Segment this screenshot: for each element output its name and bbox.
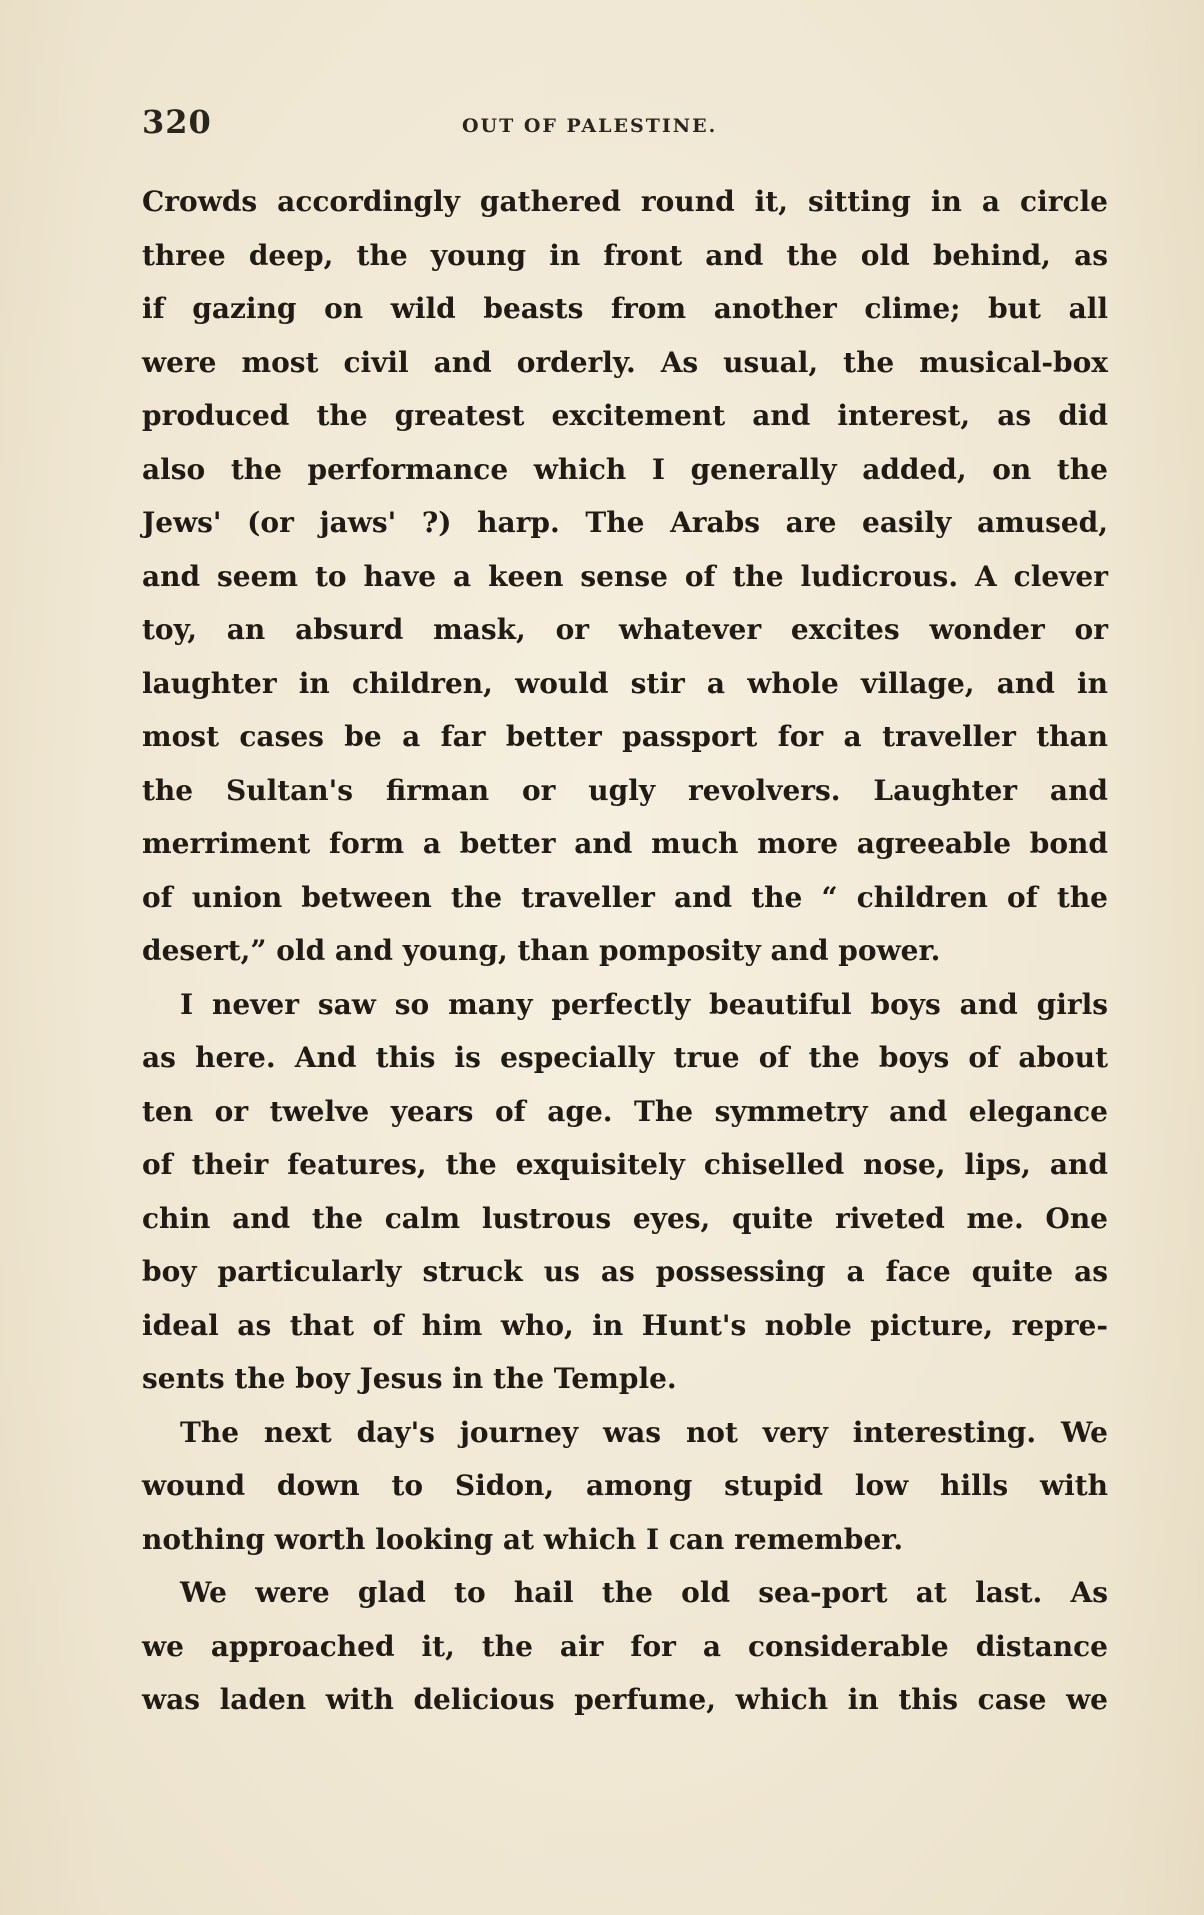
text-line: boy particularly struck us as possessing a face quite as (142, 1255, 1108, 1288)
text-line: most cases be a far better passport for a traveller than (142, 720, 1108, 753)
text-line: desert,” old and young, than pomposity and power. (142, 934, 941, 967)
text-line: the Sultan's firman or ugly revolvers. Laughter and (142, 773, 1108, 807)
text-line: Jews' (or jaws' ?) harp. The Arabs are easily amused, (142, 506, 1108, 539)
text-line: and seem to have a keen sense of the ludicrous. A clever (142, 559, 1108, 593)
text-line: ten or twelve years of age. The symmetry and elegance (142, 1094, 1108, 1128)
text-line: also the performance which I generally added, on the (142, 452, 1108, 486)
text-line: merriment form a better and much more agreeable bond (142, 827, 1108, 860)
text-line: Crowds accordingly gathered round it, sitting in a circle (142, 185, 1108, 218)
body-text (142, 175, 1108, 1727)
text-line: if gazing on wild beasts from another clime; but all (142, 292, 1108, 325)
text-line: chin and the calm lustrous eyes, quite riveted me. One (142, 1201, 1108, 1235)
text-line: were most civil and orderly. As usual, the musical-box (142, 345, 1108, 379)
text-line: of union between the traveller and the “ children of the (142, 880, 1108, 914)
page-number: 320 (142, 103, 212, 141)
text-line: toy, an absurd mask, or whatever excites wonder or (142, 613, 1108, 646)
text-line: produced the greatest excitement and interest, as did (142, 399, 1108, 432)
text-line: We were glad to hail the old sea-port at last. As (180, 1576, 1108, 1609)
text-line: ideal as that of him who, in Hunt's noble picture, repre- (142, 1308, 1108, 1342)
text-line: as here. And this is especially true of the boys of about (142, 1041, 1108, 1074)
text-line: was laden with delicious perfume, which in this case we (142, 1683, 1108, 1716)
text-line: three deep, the young in front and the old behind, as (142, 238, 1108, 272)
text-line: laughter in children, would stir a whole village, and in (142, 666, 1108, 700)
text-line: wound down to Sidon, among stupid low hills with (142, 1469, 1108, 1502)
page-header (142, 102, 1112, 150)
text-line: of their features, the exquisitely chiselled nose, lips, and (142, 1148, 1108, 1181)
text-line: The next day's journey was not very interesting. We (180, 1415, 1108, 1449)
text-line: I never saw so many perfectly beautiful boys and girls (180, 987, 1108, 1021)
text-line: nothing worth looking at which I can remember. (142, 1522, 904, 1556)
text-line: we approached it, the air for a considerable distance (142, 1629, 1108, 1663)
text-line: sents the boy Jesus in the Temple. (142, 1362, 677, 1395)
running-head: OUT OF PALESTINE. (462, 115, 718, 137)
